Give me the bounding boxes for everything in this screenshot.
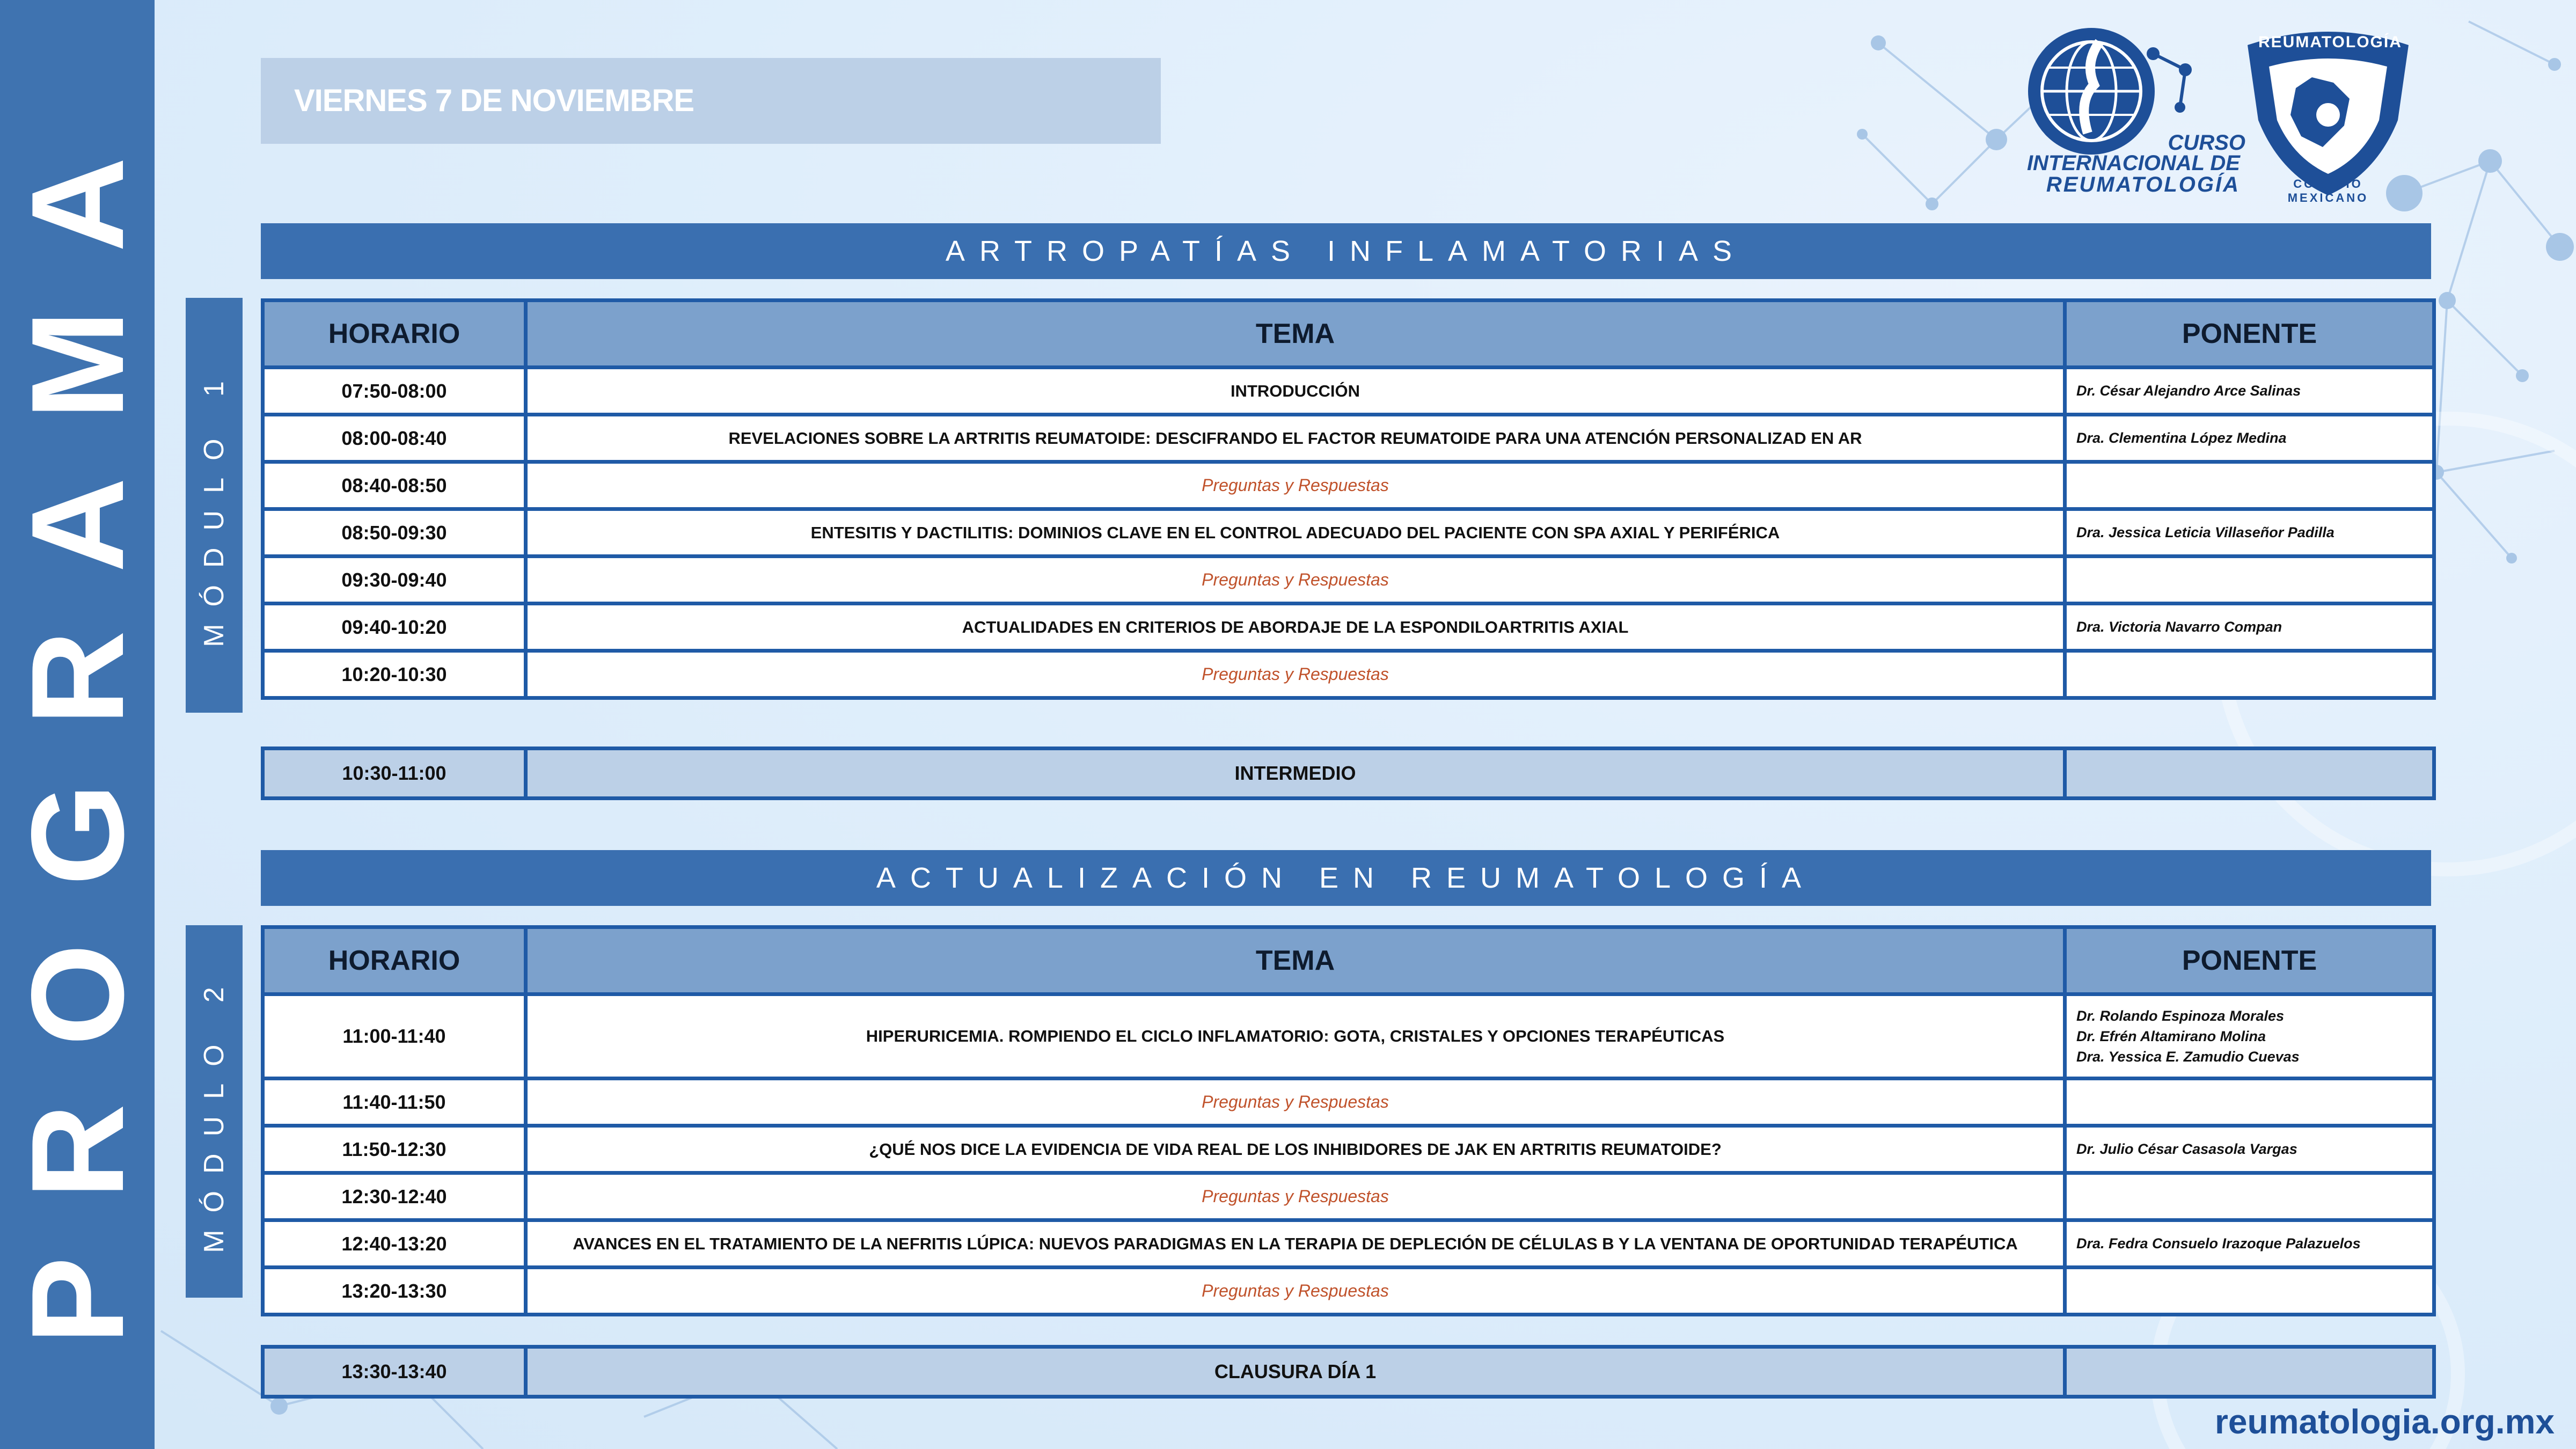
row-topic: ENTESITIS Y DACTILITIS: DOMINIOS CLAVE EN EL CONTROL ADECUADO DEL PACIENTE CON SPA AXIAL Y PERIFÉRICA xyxy=(526,509,2065,557)
row-speaker: Dra. Fedra Consuelo Irazoque Palazuelos xyxy=(2065,1220,2434,1268)
row-topic: AVANCES EN EL TRATAMIENTO DE LA NEFRITIS LÚPICA: NUEVOS PARADIGMAS EN LA TERAPIA DE DEPLECIÓN DE CÉLULAS B Y LA VENTANA DE OPORTUNIDAD TERAPÉUTICA xyxy=(526,1220,2065,1268)
curso-logo-line2: INTERNACIONAL DE xyxy=(2026,151,2240,175)
colegio-logo-bottom-text: COLEGIO MEXICANO xyxy=(2287,177,2369,204)
curso-logo xyxy=(2019,21,2250,199)
row-time: 08:50-09:30 xyxy=(263,509,526,557)
header-topic: TEMA xyxy=(526,927,2065,994)
row-speaker xyxy=(2065,1079,2434,1126)
break-time: 10:30-11:00 xyxy=(263,749,526,799)
speaker-line: Dr. Efrén Altamirano Molina xyxy=(2076,1028,2266,1044)
closing-topic: CLAUSURA DÍA 1 xyxy=(526,1347,2065,1397)
speaker-line: Dr. Rolando Espinoza Morales xyxy=(2076,1008,2285,1024)
row-speaker xyxy=(2065,557,2434,604)
schedule-table-1 xyxy=(261,298,2436,700)
closing-time: 13:30-13:40 xyxy=(263,1347,526,1397)
closing-empty-cell xyxy=(2065,1347,2434,1397)
table-row xyxy=(263,368,2434,415)
row-topic: ¿QUÉ NOS DICE LA EVIDENCIA DE VIDA REAL DE LOS INHIBIDORES DE JAK EN ARTRITIS REUMATOIDE? xyxy=(526,1126,2065,1173)
row-topic-qa: Preguntas y Respuestas xyxy=(526,1173,2065,1220)
curso-logo-line3: REUMATOLOGÍA xyxy=(2046,173,2240,196)
row-time: 10:20-10:30 xyxy=(263,651,526,698)
row-topic-qa: Preguntas y Respuestas xyxy=(526,462,2065,509)
table-row xyxy=(263,557,2434,604)
row-topic: HIPERURICEMIA. ROMPIENDO EL CICLO INFLAMATORIO: GOTA, CRISTALES Y OPCIONES TERAPÉUTICAS xyxy=(526,994,2065,1079)
row-topic: REVELACIONES SOBRE LA ARTRITIS REUMATOIDE: DESCIFRANDO EL FACTOR REUMATOIDE PARA UNA ATENCIÓN PERSONALIZAD EN AR xyxy=(526,415,2065,462)
row-topic: INTRODUCCIÓN xyxy=(526,368,2065,415)
row-time: 13:20-13:30 xyxy=(263,1268,526,1315)
table-row xyxy=(263,994,2434,1079)
row-time: 11:00-11:40 xyxy=(263,994,526,1079)
closing-row xyxy=(263,1347,2434,1397)
sidebar xyxy=(0,0,155,1449)
table-row xyxy=(263,462,2434,509)
row-time: 08:40-08:50 xyxy=(263,462,526,509)
row-time: 07:50-08:00 xyxy=(263,368,526,415)
table-row xyxy=(263,1268,2434,1315)
row-time: 11:40-11:50 xyxy=(263,1079,526,1126)
curso-logo-line1: CURSO xyxy=(2168,131,2245,155)
header-topic: TEMA xyxy=(526,301,2065,368)
header-speaker: PONENTE xyxy=(2065,301,2434,368)
break-topic: INTERMEDIO xyxy=(526,749,2065,799)
table-header-row xyxy=(263,301,2434,368)
row-speaker xyxy=(2065,651,2434,698)
module-label-2 xyxy=(186,925,243,1298)
row-speaker: Dra. Clementina López Medina xyxy=(2065,415,2434,462)
row-speaker: Dr. César Alejandro Arce Salinas xyxy=(2065,368,2434,415)
section-title-1: ARTROPATÍAS INFLAMATORIAS xyxy=(261,223,2431,279)
row-topic: ACTUALIDADES EN CRITERIOS DE ABORDAJE DE LA ESPONDILOARTRITIS AXIAL xyxy=(526,604,2065,651)
table-row xyxy=(263,1220,2434,1268)
row-topic-qa: Preguntas y Respuestas xyxy=(526,651,2065,698)
date-text: VIERNES 7 DE NOVIEMBRE xyxy=(294,83,694,118)
row-time: 12:30-12:40 xyxy=(263,1173,526,1220)
table-row xyxy=(263,604,2434,651)
row-speaker: Dra. Jessica Leticia Villaseñor Padilla xyxy=(2065,509,2434,557)
table-row xyxy=(263,1126,2434,1173)
sidebar-title: PROGRAMA xyxy=(4,99,151,1345)
table-header-row xyxy=(263,927,2434,994)
module-label-1 xyxy=(186,298,243,713)
speaker-line: Dra. Yessica E. Zamudio Cuevas xyxy=(2076,1049,2300,1065)
module-label-1-text: MÓDULO 1 xyxy=(199,363,230,647)
row-time: 08:00-08:40 xyxy=(263,415,526,462)
row-topic-qa: Preguntas y Respuestas xyxy=(526,1268,2065,1315)
break-empty-cell xyxy=(2065,749,2434,799)
header-time: HORARIO xyxy=(263,927,526,994)
module-label-2-text: MÓDULO 2 xyxy=(199,970,230,1253)
row-time: 09:30-09:40 xyxy=(263,557,526,604)
schedule-table-2 xyxy=(261,925,2436,1316)
header-speaker: PONENTE xyxy=(2065,927,2434,994)
row-topic-qa: Preguntas y Respuestas xyxy=(526,1079,2065,1126)
website-link[interactable]: reumatologia.org.mx xyxy=(2215,1402,2555,1441)
header-time: HORARIO xyxy=(263,301,526,368)
table-row xyxy=(263,1079,2434,1126)
row-speaker: Dra. Victoria Navarro Compan xyxy=(2065,604,2434,651)
colegio-logo xyxy=(2237,24,2419,204)
colegio-logo-top-text: REUMATOLOGÍA xyxy=(2258,33,2402,51)
table-row xyxy=(263,1173,2434,1220)
break-row xyxy=(263,749,2434,799)
table-row xyxy=(263,415,2434,462)
table-row xyxy=(263,651,2434,698)
row-speaker: Dr. Julio César Casasola Vargas xyxy=(2065,1126,2434,1173)
row-speakers xyxy=(2065,994,2434,1079)
table-row xyxy=(263,509,2434,557)
row-speaker xyxy=(2065,462,2434,509)
row-topic-qa: Preguntas y Respuestas xyxy=(526,557,2065,604)
date-banner xyxy=(261,58,1161,144)
section-title-2: ACTUALIZACIÓN EN REUMATOLOGÍA xyxy=(261,850,2431,906)
break-table xyxy=(261,747,2436,800)
row-time: 11:50-12:30 xyxy=(263,1126,526,1173)
row-speaker xyxy=(2065,1173,2434,1220)
closing-table xyxy=(261,1345,2436,1399)
row-time: 12:40-13:20 xyxy=(263,1220,526,1268)
row-speaker xyxy=(2065,1268,2434,1315)
row-time: 09:40-10:20 xyxy=(263,604,526,651)
